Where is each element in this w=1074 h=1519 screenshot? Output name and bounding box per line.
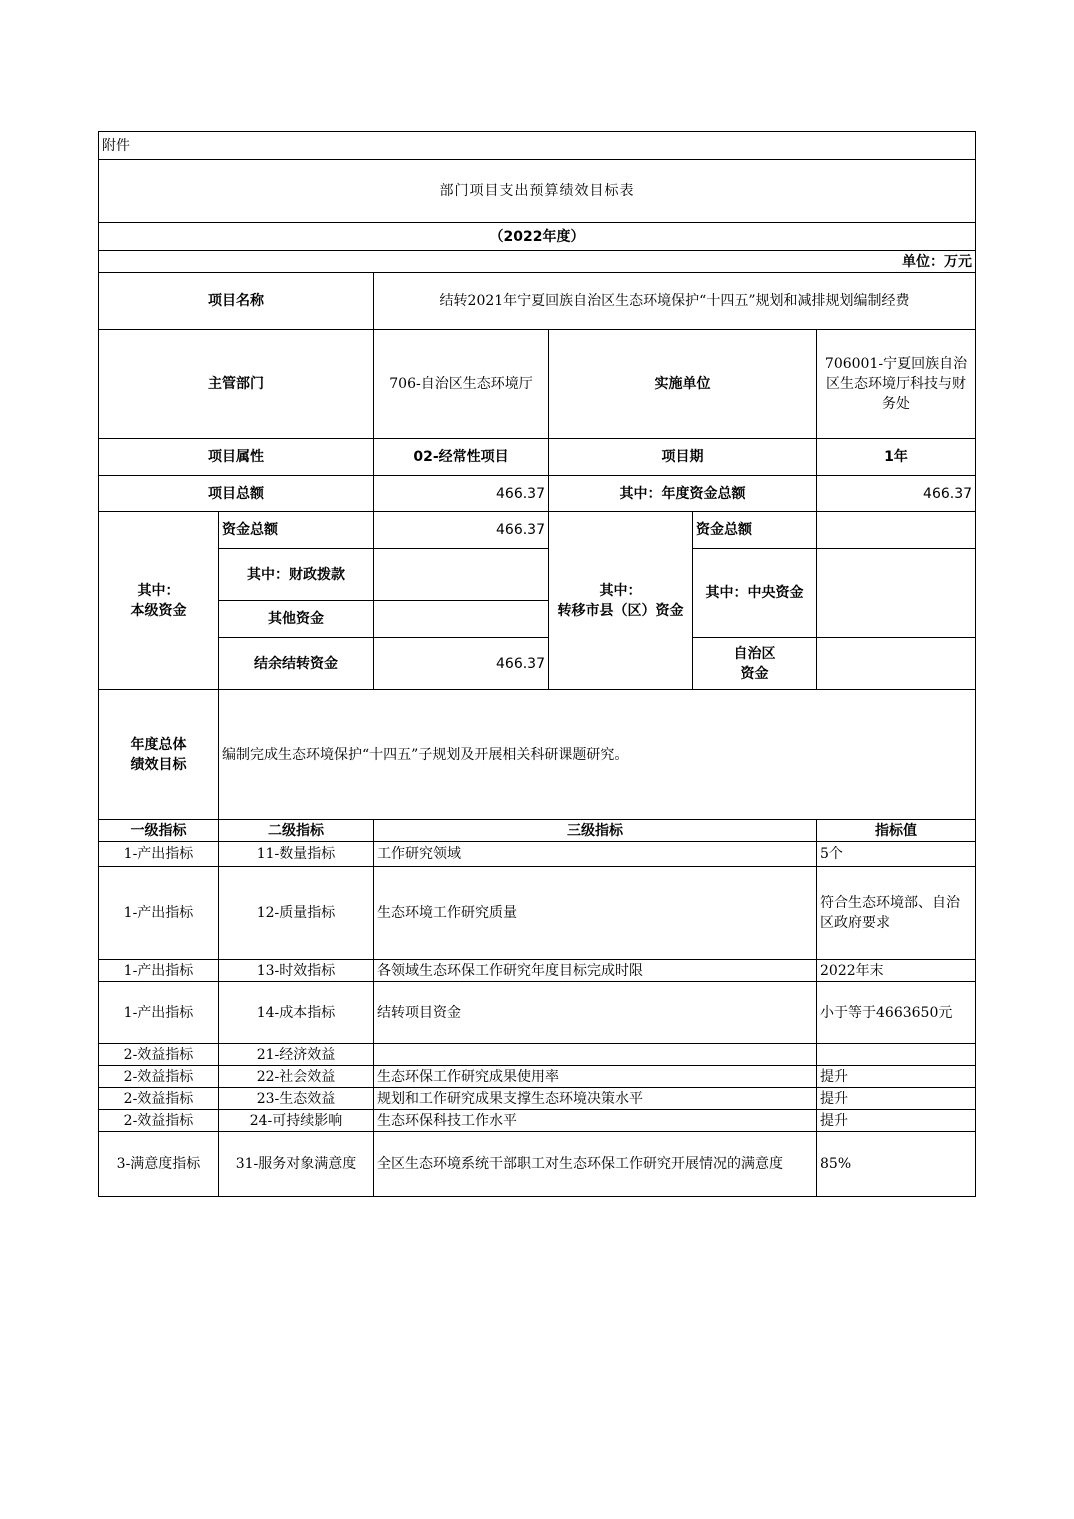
indicator-level3: 生态环境工作研究质量 [374, 867, 817, 960]
table-row [99, 960, 976, 982]
indicator-level2: 23-生态效益 [219, 1088, 374, 1110]
table-row [99, 1088, 976, 1110]
attachment-label: 附件 [99, 132, 976, 160]
transfer-total-value [817, 512, 976, 549]
indicator-level3: 结转项目资金 [374, 982, 817, 1044]
indicator-level3 [374, 1044, 817, 1066]
indicator-level3: 生态环保科技工作水平 [374, 1110, 817, 1132]
project-total-value: 466.37 [374, 476, 549, 512]
indicator-level2: 11-数量指标 [219, 842, 374, 867]
indicator-value [817, 1044, 976, 1066]
project-name-value: 结转2021年宁夏回族自治区生态环境保护“十四五”规划和减排规划编制经费 [374, 273, 976, 330]
table-row [99, 982, 976, 1044]
region-funds-value [817, 638, 976, 690]
indicator-level1: 2-效益指标 [99, 1044, 219, 1066]
fund-total-value: 466.37 [374, 512, 549, 549]
indicator-level3: 各领域生态环保工作研究年度目标完成时限 [374, 960, 817, 982]
indicator-level2: 22-社会效益 [219, 1066, 374, 1088]
transfer-funds-label: 其中： 转移市县（区）资金 [549, 512, 693, 690]
fiscal-year: （2022年度） [99, 223, 976, 251]
indicator-level1: 1-产出指标 [99, 867, 219, 960]
region-funds-label: 自治区 资金 [693, 638, 817, 690]
indicator-value: 小于等于4663650元 [817, 982, 976, 1044]
dept-value: 706-自治区生态环境厅 [374, 330, 549, 439]
header-level2: 二级指标 [219, 820, 374, 842]
indicator-value: 5个 [817, 842, 976, 867]
impl-unit-label: 实施单位 [549, 330, 817, 439]
table-row [99, 1066, 976, 1088]
project-period-value: 1年 [817, 439, 976, 476]
indicator-level2: 24-可持续影响 [219, 1110, 374, 1132]
header-value: 指标值 [817, 820, 976, 842]
carryover-funds-label: 结余结转资金 [219, 638, 374, 690]
indicator-value: 提升 [817, 1088, 976, 1110]
header-level1: 一级指标 [99, 820, 219, 842]
indicator-value: 提升 [817, 1110, 976, 1132]
fiscal-appropriation-value [374, 549, 549, 601]
indicator-level1: 3-满意度指标 [99, 1132, 219, 1197]
impl-unit-value: 706001-宁夏回族自治区生态环境厅科技与财务处 [817, 330, 976, 439]
indicator-level2: 31-服务对象满意度 [219, 1132, 374, 1197]
indicator-value: 符合生态环境部、自治区政府要求 [817, 867, 976, 960]
carryover-funds-value: 466.37 [374, 638, 549, 690]
project-name-label: 项目名称 [99, 273, 374, 330]
annual-total-label: 其中：年度资金总额 [549, 476, 817, 512]
unit-label: 单位：万元 [99, 251, 976, 273]
fund-total-label: 资金总额 [219, 512, 374, 549]
project-total-label: 项目总额 [99, 476, 374, 512]
table-row [99, 867, 976, 960]
indicator-level3: 工作研究领域 [374, 842, 817, 867]
dept-label: 主管部门 [99, 330, 374, 439]
annual-goal-text: 编制完成生态环境保护“十四五”子规划及开展相关科研课题研究。 [219, 690, 976, 820]
header-level3: 三级指标 [374, 820, 817, 842]
annual-total-value: 466.37 [817, 476, 976, 512]
transfer-total-label: 资金总额 [693, 512, 817, 549]
central-funds-value [817, 549, 976, 638]
fiscal-appropriation-label: 其中：财政拨款 [219, 549, 374, 601]
table-row [99, 1132, 976, 1197]
project-period-label: 项目期 [549, 439, 817, 476]
indicator-level1: 1-产出指标 [99, 960, 219, 982]
indicator-level3: 规划和工作研究成果支撑生态环境决策水平 [374, 1088, 817, 1110]
central-funds-label: 其中：中央资金 [693, 549, 817, 638]
other-funds-label: 其他资金 [219, 601, 374, 638]
budget-performance-table [98, 131, 976, 1197]
indicator-level3: 全区生态环境系统干部职工对生态环保工作研究开展情况的满意度 [374, 1132, 817, 1197]
indicator-level2: 14-成本指标 [219, 982, 374, 1044]
indicator-level2: 13-时效指标 [219, 960, 374, 982]
project-attr-label: 项目属性 [99, 439, 374, 476]
indicator-value: 85% [817, 1132, 976, 1197]
indicator-level2: 21-经济效益 [219, 1044, 374, 1066]
page-title: 部门项目支出预算绩效目标表 [99, 160, 976, 223]
table-row [99, 1110, 976, 1132]
indicator-value: 提升 [817, 1066, 976, 1088]
annual-goal-label: 年度总体 绩效目标 [99, 690, 219, 820]
indicator-level1: 1-产出指标 [99, 842, 219, 867]
indicator-level1: 2-效益指标 [99, 1110, 219, 1132]
indicator-level1: 1-产出指标 [99, 982, 219, 1044]
local-funds-label: 其中： 本级资金 [99, 512, 219, 690]
indicator-level1: 2-效益指标 [99, 1066, 219, 1088]
project-attr-value: 02-经常性项目 [374, 439, 549, 476]
other-funds-value [374, 601, 549, 638]
indicator-level1: 2-效益指标 [99, 1088, 219, 1110]
indicator-value: 2022年末 [817, 960, 976, 982]
indicator-level2: 12-质量指标 [219, 867, 374, 960]
table-row [99, 842, 976, 867]
indicator-level3: 生态环保工作研究成果使用率 [374, 1066, 817, 1088]
table-row [99, 1044, 976, 1066]
